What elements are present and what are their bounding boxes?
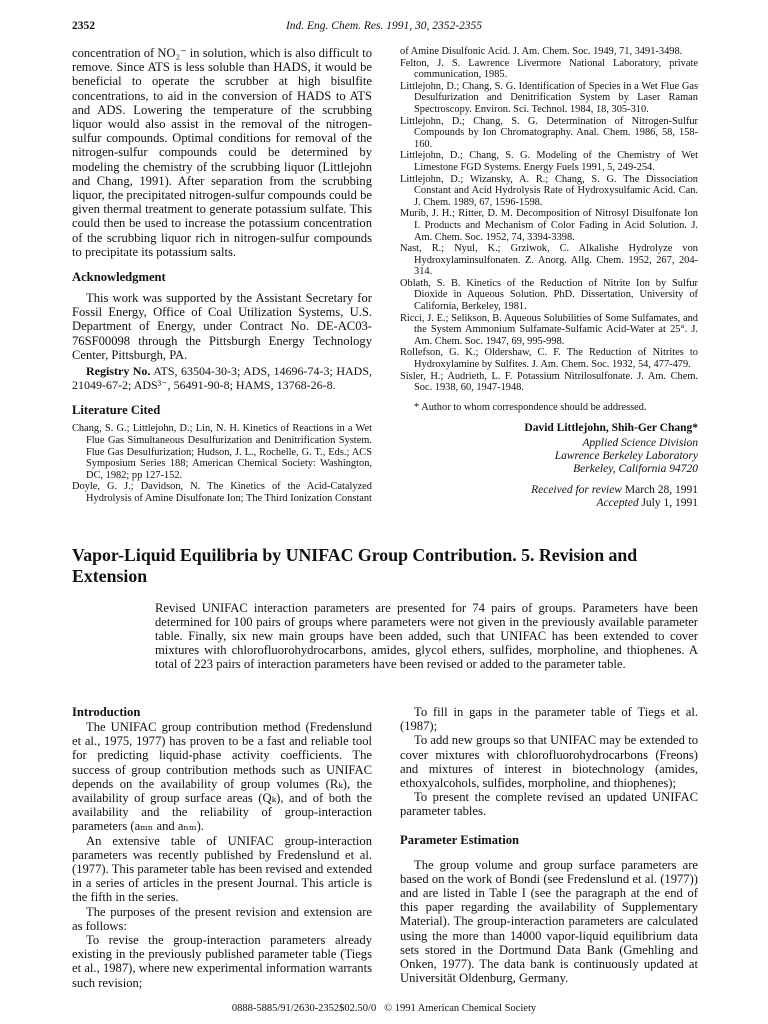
prev-article-conclusion-paragraph: concentration of NO₂⁻ in solution, which is also difficult to remove. Since ATS is less soluble than HADS, it would be beneficial to operate the scrubber at high bisulfite concentrations, to aid in the conversion of HADS to ATS and ADS. Lowering the temperature of the scrubbing liquor would also assist in the removal of the nitrogen-sulfur compounds. Optimal conditions for removal of the nitrogen-sulfur compounds could be determined by modeling the chemistry of the scrubbing liquor (Littlejohn and Chang, 1991). After separation from the scrubbing liquor, the precipitated nitrogen-sulfur compounds could be given thermal treatment to generate potassium sulfate. This could then be used to increase the potassium concentration of the scrubbing liquor rich in nitrogen-sulfur compounds to precipitate its potassium salts. (72, 46, 372, 259)
left-reference-list (72, 423, 372, 504)
article-right-column (400, 705, 698, 985)
reference-item: Nast, R.; Nyul, K.; Grziwok, C. Alkalishe Hydrolyze von Hydroxylaminsulfonaten. Z. Anorg. Allg. Chem. 1952, 267, 204-314. (400, 243, 698, 278)
literature-cited-heading: Literature Cited (72, 403, 161, 418)
right-reference-list (400, 46, 698, 394)
page-number: 2352 (72, 20, 95, 32)
affiliation-laboratory: Lawrence Berkeley Laboratory (554, 450, 698, 463)
article-left-column (72, 705, 372, 990)
registry-label: Registry No. (86, 364, 151, 379)
accepted-line (400, 497, 698, 510)
accepted-date: July 1, 1991 (641, 497, 698, 510)
intro-paragraph: An extensive table of UNIFAC group-interaction parameters was recently published by Fredenslund et al. (1977). This parameter table has been revised and extended in a series of articles in the present Journal. This article is the fifth in the series. (72, 833, 372, 905)
reference-item: Oblath, S. B. Kinetics of the Reduction of Nitrite Ion by Sulfur Dioxide in Aqueous Solution. PhD. Dissertation, University of California, Berkeley, 1981. (400, 277, 698, 313)
purpose-paragraph: To fill in gaps in the parameter table of Tiegs et al. (1987); (400, 705, 698, 734)
reference-item: Murib, J. H.; Ritter, D. M. Decomposition of Nitrosyl Disulfonate Ion I. Products and Mechanism of Color Fading in Acid Solution. J. Am. Chem. Soc. 1952, 74, 3394-3398. (400, 208, 698, 243)
parameter-estimation-heading: Parameter Estimation (400, 832, 520, 847)
prev-article-left-column (72, 46, 372, 505)
affiliation-location: Berkeley, California 94720 (573, 463, 698, 476)
reference-item: Sisler, H.; Audrieth, L. F. Potassium Nitrilosulfonate. J. Am. Chem. Soc. 1938, 60, 1947-1948. (400, 370, 698, 394)
received-dates (400, 484, 698, 510)
affiliation-division: Applied Science Division (582, 437, 698, 450)
article-title: Vapor-Liquid Equilibria by UNIFAC Group Contribution. 5. Revision and Extension (72, 545, 638, 586)
reference-item: Littlejohn, D.; Chang, S. G. Modeling of the Chemistry of Wet Limestone FGD Systems. Energy Fuels 1991, 5, 249-254. (400, 150, 698, 173)
registry-text: ATS, 63504-30-3; ADS, 14696-74-3; HADS, 21049-67-2; ADS³⁻, 56491-90-8; HAMS, 13768-26-8. (72, 364, 372, 393)
reference-item: Felton, J. S. Lawrence Livermore National Laboratory, private communication, 1985. (400, 57, 698, 81)
prev-article-right-column (400, 46, 698, 510)
reference-item: Rollefson, G. K.; Oldershaw, C. F. The Reduction of Nitrites to Hydroxylamine by Sulfites. J. Am. Chem. Soc. 1932, 54, 477-479. (400, 347, 698, 371)
affiliation (400, 437, 698, 476)
footer-copyright: © 1991 American Chemical Society (384, 1003, 537, 1014)
reference-item: Littlejohn, D.; Chang, S. G. Identification of Species in a Wet Flue Gas Desulfurization and Denitrification System by Laser Raman Spectroscopy. Environ. Sci. Technol. 1984, 18, 305-310. (400, 80, 698, 115)
acknowledgment-heading: Acknowledgment (72, 270, 166, 285)
journal-running-header: Ind. Eng. Chem. Res. 1991, 30, 2352-2355 (285, 20, 483, 32)
received-date: March 28, 1991 (624, 484, 698, 497)
reference-item: Ricci, J. E.; Selikson, B. Aqueous Solubilities of Some Sulfamates, and the System Ammonium Sulfamate-Sulfamic Acid-Water at 25°. J. Am. Chem. Soc. 1947, 69, 995-998. (400, 312, 698, 347)
accepted-label: Accepted (596, 497, 639, 510)
reference-item: Littlejohn, D.; Chang, S. G. Determination of Nitrogen-Sulfur Compounds by Ion Chromatography. Anal. Chem. 1986, 58, 158-160. (400, 115, 698, 150)
purpose-paragraph: To add new groups so that UNIFAC may be extended to cover mixtures with chlorofluorohydrocarbons (Freons) and mixtures of interest in biotechnology (amides, ethoxyalcohols, sulfides, morpholine, and thiophenes); (400, 733, 698, 791)
registry-numbers (72, 364, 372, 392)
intro-paragraph: The UNIFAC group contribution method (Fredenslund et al., 1975, 1977) has proven to be a fast and reliable tool for predicting liquid-phase activity coefficients. The success of group contribution methods such as UNIFAC depends on the availability of group volumes (Rₖ), the availability of group surface areas (Qₖ), and of both the availability and the reliability of group-interaction parameters (aₘₙ and aₙₘ). (72, 720, 372, 834)
received-label: Received for review (531, 484, 622, 497)
article-abstract: Revised UNIFAC interaction parameters are presented for 74 pairs of groups. Parameters have been determined for 100 pairs of groups where parameters were not given in the previously available parameter table. Finally, six new main groups have been added, such that UNIFAC has been extended to cover mixtures with chlorofluorohydrocarbons, amides, glycol ethers, sulfides, morpholine, and thiophenes. A total of 223 pairs of interaction parameters have been revised or added to the parameter table. (155, 601, 698, 671)
received-line (400, 484, 698, 497)
page-footer (0, 1003, 768, 1014)
footer-code: 0888-5885/91/2630-2352$02.50/0 (231, 1003, 377, 1014)
acknowledgment-text: This work was supported by the Assistant Secretary for Fossil Energy, Office of Coal Utilization Systems, U.S. Department of Energy, under Contract No. DE-AC03-76SF00098 through the Pittsburgh Energy Technology Center, Pittsburgh, PA. (72, 291, 372, 362)
reference-item: Chang, S. G.; Littlejohn, D.; Lin, N. H. Kinetics of Reactions in a Wet Flue Gas Simultaneous Desulfurization and Denitrification System. Flue Gas Desulfurization; Hudson, J. L., Rochelle, G. T., Eds.; ACS Symposium Series 188; American Chemical Society: Washington, DC, 1982; pp 127-152. (72, 423, 372, 481)
introduction-heading: Introduction (72, 705, 141, 719)
correspondence-note: * Author to whom correspondence should be addressed. (414, 401, 647, 413)
reference-item: Littlejohn, D.; Wizansky, A. R.; Chang, S. G. The Dissociation Constant and Acid Hydrolysis Rate of Hydroxysulfamic Acid. Can. J. Chem. 1989, 67, 1596-1598. (400, 173, 698, 208)
reference-item: of Amine Disulfonic Acid. J. Am. Chem. Soc. 1949, 71, 3491-3498. (400, 46, 683, 57)
intro-paragraph: To revise the group-interaction parameters already existing in the previously published parameter table (Tiegs et al., 1987), where new experimental information warrants such revision; (72, 933, 372, 990)
intro-paragraph: The purposes of the present revision and extension are as follows: (72, 904, 372, 933)
parameter-estimation-paragraph: The group volume and group surface parameters are based on the work of Bondi (see Fredenslund et al. (1977)) and are listed in Table I (see the paragraph at the end of this paper regarding the availability of Supplementary Material). The group-interaction parameters are calculated using the more than 14000 vapor-liquid equilibrium data sets stored in the Dortmund Data Bank (Gmehling and Onken, 1977). The data bank is continuously updated at Universität Oldenburg, Germany. (400, 857, 698, 986)
author-names: David Littlejohn, Shih-Ger Chang* (524, 422, 698, 435)
reference-item: Doyle, G. J.; Davidson, N. The Kinetics of the Acid-Catalyzed Hydrolysis of Amine Disulfonate Ion; The Third Ionization Constant (72, 481, 372, 505)
purpose-paragraph: To present the complete revised an updated UNIFAC parameter tables. (400, 790, 698, 819)
